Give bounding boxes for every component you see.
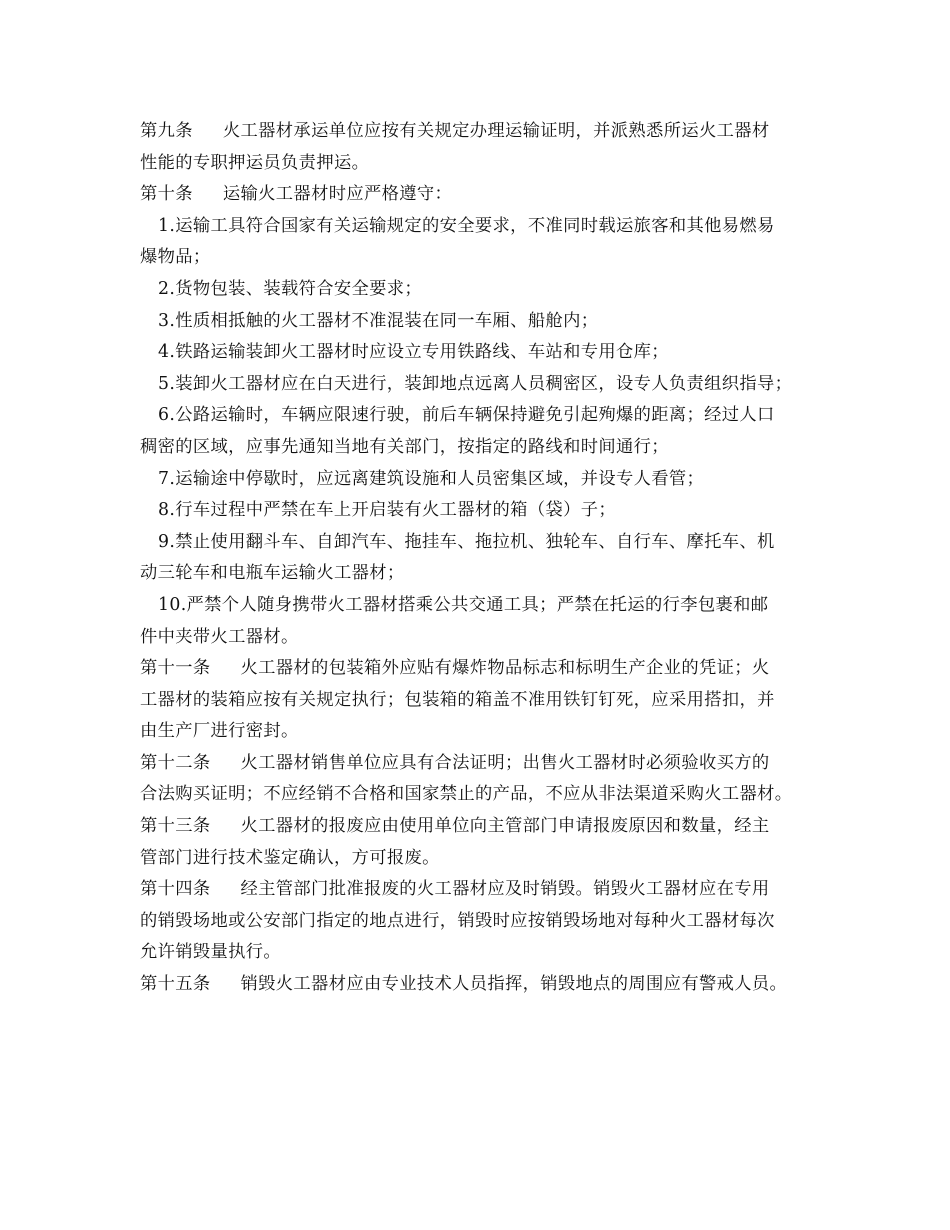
document-body	[140, 116, 820, 1001]
article-text: 火工器材的报废应由使用单位向主管部门申请报废原因和数量，经主	[240, 816, 770, 837]
article-11-line-2: 工器材的装箱应按有关规定执行；包装箱的箱盖不准用铁钉钉死，应采用搭扣，并	[140, 689, 775, 710]
list-item-1-line-2: 爆物品；	[140, 247, 211, 268]
list-item-6-line-2: 稠密的区域，应事先通知当地有关部门，按指定的路线和时间通行；	[140, 436, 669, 457]
list-item-7: 7.运输途中停歇时，应远离建筑设施和人员密集区域，并设专人看管；	[158, 468, 705, 489]
article-number: 第十条	[140, 184, 193, 205]
article-14-line-2: 的销毁场地或公安部门指定的地点进行，销毁时应按销毁场地对每种火工器材每次	[140, 910, 775, 931]
list-item-5: 5.装卸火工器材应在白天进行，装卸地点远离人员稠密区，设专人负责组织指导；	[158, 373, 793, 394]
article-15-line-1	[140, 969, 820, 1001]
article-text: 火工器材承运单位应按有关规定办理运输证明，并派熟悉所运火工器材	[222, 121, 770, 141]
list-item-8: 8.行车过程中严禁在车上开启装有火工器材的箱（袋）子；	[158, 500, 616, 521]
article-text: 销毁火工器材应由专业技术人员指挥，销毁地点的周围应有警戒人员。	[240, 974, 788, 995]
article-text: 运输火工器材时应严格遵守：	[222, 184, 453, 205]
article-13-line-2: 管部门进行技术鉴定确认，方可报废。	[140, 847, 440, 868]
article-text: 火工器材销售单位应具有合法证明；出售火工器材时必须验收买方的	[240, 752, 770, 773]
article-number: 第十三条	[140, 816, 211, 837]
article-text: 火工器材的包装箱外应贴有爆炸物品标志和标明生产企业的凭证；火	[240, 658, 770, 679]
article-14-line-3: 允许销毁量执行。	[140, 942, 282, 963]
article-11-line-3: 由生产厂进行密封。	[140, 721, 299, 742]
article-number: 第十五条	[140, 974, 211, 995]
list-item-10-line-2: 件中夹带火工器材。	[140, 626, 299, 647]
list-item-1-line-1: 1.运输工具符合国家有关运输规定的安全要求，不准同时载运旅客和其他易燃易	[158, 215, 775, 236]
article-12-line-2: 合法购买证明；不应经销不合格和国家禁止的产品，不应从非法渠道采购火工器材。	[140, 784, 793, 805]
article-number: 第十四条	[140, 879, 211, 900]
article-13-line-1	[140, 811, 820, 843]
article-14-line-1	[140, 874, 820, 906]
article-number: 第十一条	[140, 658, 211, 679]
article-text: 经主管部门批准报废的火工器材应及时销毁。销毁火工器材应在专用	[240, 879, 770, 900]
article-12-line-1	[140, 748, 820, 780]
article-number: 第十二条	[140, 752, 211, 773]
list-item-9-line-2: 动三轮车和电瓶车运输火工器材；	[140, 563, 405, 584]
article-text: 性能的专职押运员负责押运。	[140, 152, 370, 173]
list-item-10-line-1: 10.严禁个人随身携带火工器材搭乘公共交通工具；严禁在托运的行李包裹和邮	[158, 594, 769, 615]
list-item-3: 3.性质相抵触的火工器材不准混装在同一车厢、船舱内；	[158, 310, 599, 331]
article-10-line-1	[140, 179, 820, 211]
article-9-line-2	[140, 148, 820, 180]
list-item-6-line-1: 6.公路运输时，车辆应限速行驶，前后车辆保持避免引起殉爆的距离；经过人口	[158, 405, 775, 426]
list-item-4: 4.铁路运输装卸火工器材时应设立专用铁路线、车站和专用仓库；	[158, 342, 669, 363]
article-9-line-1	[140, 116, 820, 148]
list-item-9-line-1: 9.禁止使用翻斗车、自卸汽车、拖挂车、拖拉机、独轮车、自行车、摩托车、机	[158, 531, 775, 552]
list-item-2: 2.货物包装、装载符合安全要求；	[158, 278, 423, 299]
article-11-line-1	[140, 653, 820, 685]
article-number: 第九条	[140, 121, 193, 141]
